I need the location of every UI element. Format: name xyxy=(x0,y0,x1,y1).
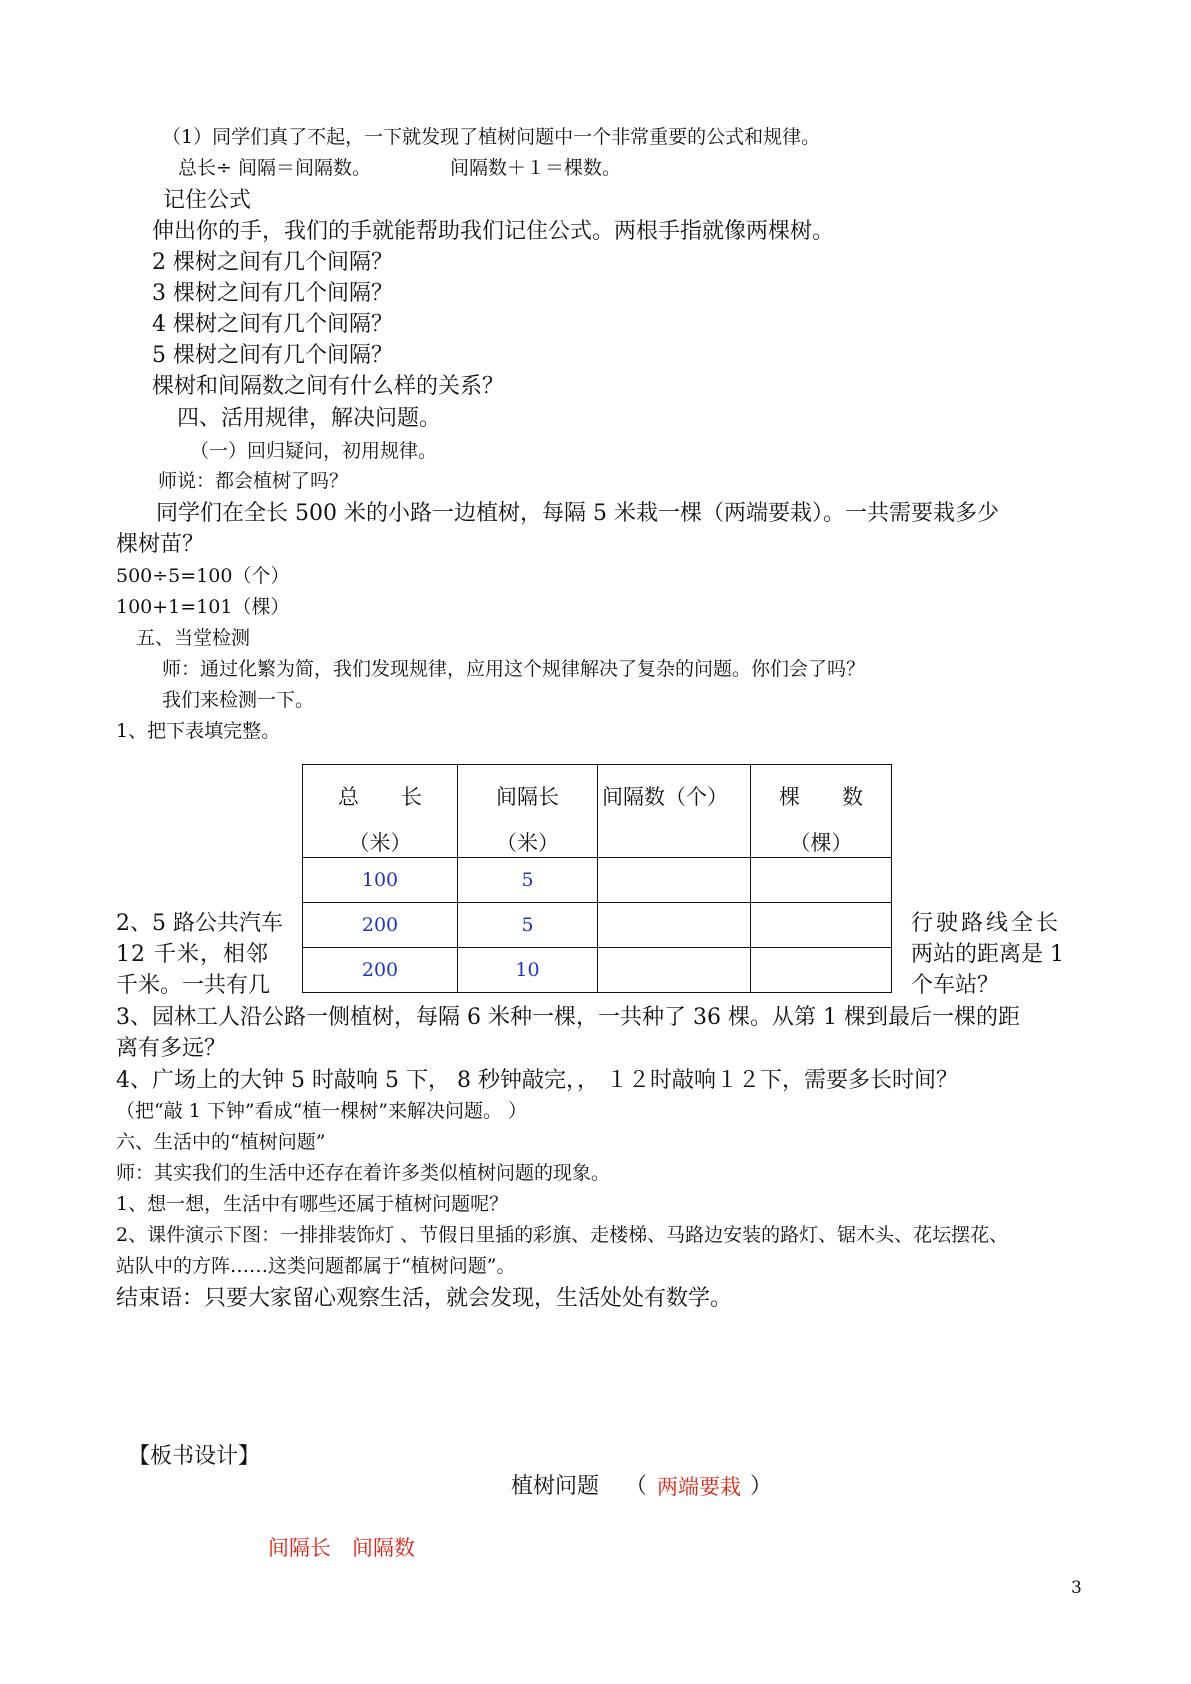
question-2-trees: 2 棵树之间有几个间隔？ xyxy=(152,250,393,275)
cell-interval-length: 10 xyxy=(458,948,598,993)
header-unit: （棵） xyxy=(789,831,853,855)
header-label: 总 长 xyxy=(338,785,422,809)
cell-tree-count-blank[interactable] xyxy=(751,903,892,948)
table-row xyxy=(303,903,892,948)
section-5-heading: 五、当堂检测 xyxy=(136,627,251,649)
cell-total-length: 200 xyxy=(303,948,458,993)
cell-total-length: 200 xyxy=(303,903,458,948)
table-row xyxy=(303,948,892,993)
formula-interval-count: 总长÷ 间隔＝间隔数。 xyxy=(178,157,371,179)
header-label: 间隔数（个） xyxy=(602,785,728,809)
table-header-row xyxy=(303,765,892,858)
cell-interval-count-blank[interactable] xyxy=(598,858,751,903)
task-2-right-line-1: 行驶路线全长 xyxy=(911,911,1062,936)
board-topic: 植树问题 xyxy=(511,1474,600,1499)
cell-tree-count-blank[interactable] xyxy=(751,948,892,993)
remember-title: 记住公式 xyxy=(163,188,252,213)
question-3-trees: 3 棵树之间有几个间隔？ xyxy=(152,281,393,306)
section-6-heading: 六、生活中的“植树问题” xyxy=(116,1131,326,1153)
teacher-line-1: 师说：都会植树了吗？ xyxy=(158,470,349,492)
relation-question: 棵树和间隔数之间有什么样的关系？ xyxy=(152,374,505,399)
section-4-heading: 四、活用规律，解决问题。 xyxy=(177,406,442,431)
board-interval-labels: 间隔长 间隔数 xyxy=(268,1536,415,1560)
table-header-interval-count xyxy=(598,765,751,858)
task-4: 4、广场上的大钟 5 时敲响 5 下， 8 秒钟敲完，， １２时敲响１２下，需要多长时间？ xyxy=(116,1068,958,1093)
conclusion: 结束语：只要大家留心观察生活，就会发现，生活处处有数学。 xyxy=(116,1286,733,1311)
cell-interval-count-blank[interactable] xyxy=(598,948,751,993)
task-2-right-line-3: 个车站？ xyxy=(911,973,1000,998)
subsection-1-heading: （一）回归疑问，初用规律。 xyxy=(190,440,438,462)
fill-in-table xyxy=(302,764,892,993)
cell-total-length: 100 xyxy=(303,858,458,903)
table-header-total-length xyxy=(303,765,458,858)
remember-text: 伸出你的手，我们的手就能帮助我们记住公式。两根手指就像两棵树。 xyxy=(152,219,835,244)
task-4-hint: （把“敲 1 下钟”看成“植一棵树”来解决问题。 ） xyxy=(116,1100,528,1122)
question-5-trees: 5 棵树之间有几个间隔？ xyxy=(152,343,393,368)
teacher-line-3: 我们来检测一下。 xyxy=(162,689,315,711)
header-label: 间隔长 xyxy=(496,785,559,809)
demo-line-1: 2、课件演示下图：一排排装饰灯 、节假日里插的彩旗、走楼梯、马路边安装的路灯、锯木头、花坛摆花、 xyxy=(116,1224,1009,1246)
question-4-trees: 4 棵树之间有几个间隔？ xyxy=(152,312,393,337)
task-3-line-2: 离有多远？ xyxy=(116,1036,227,1061)
board-bracket-close: ） xyxy=(750,1474,773,1499)
problem-text-line-1: 同学们在全长 500 米的小路一边植树，每隔 5 米栽一棵（两端要栽）。一共需要栽多少 xyxy=(156,501,999,526)
think-question: 1、想一想，生活中有哪些还属于植树问题呢？ xyxy=(116,1193,509,1215)
cell-interval-length: 5 xyxy=(458,903,598,948)
header-unit: （米） xyxy=(348,831,412,855)
page-number: 3 xyxy=(1071,1578,1082,1598)
calculation-1: 500÷5=100（个） xyxy=(116,565,290,587)
task-3-line-1: 3、园林工人沿公路一侧植树，每隔 6 米种一棵，一共种了 36 棵。从第 1 棵到最后一棵的距 xyxy=(116,1005,1020,1030)
formula-tree-count: 间隔数＋１＝棵数。 xyxy=(450,157,622,179)
board-bracket-open: （ xyxy=(625,1474,648,1499)
task-2-left-line-1: 2、5 路公共汽车 xyxy=(116,911,283,936)
task-1: 1、把下表填完整。 xyxy=(116,720,281,742)
paragraph-formula-discovery: （1）同学们真了不起，一下就发现了植树问题中一个非常重要的公式和规律。 xyxy=(162,126,821,148)
teacher-line-2: 师：通过化繁为简，我们发现规律，应用这个规律解决了复杂的问题。你们会了吗？ xyxy=(162,658,866,680)
cell-tree-count-blank[interactable] xyxy=(751,858,892,903)
teacher-line-4: 师：其实我们的生活中还存在着许多类似植树问题的现象。 xyxy=(116,1162,611,1184)
table-header-interval-length xyxy=(458,765,598,858)
header-label: 棵 数 xyxy=(779,785,863,809)
task-2-left-line-2: 12 千米，相邻 xyxy=(116,942,269,967)
board-both-ends-planted: 两端要栽 xyxy=(657,1475,741,1499)
problem-text-line-2: 棵树苗？ xyxy=(116,532,205,557)
cell-interval-length: 5 xyxy=(458,858,598,903)
demo-line-2: 站队中的方阵……这类问题都属于“植树问题”。 xyxy=(116,1255,516,1277)
cell-interval-count-blank[interactable] xyxy=(598,903,751,948)
board-design-title: 【板书设计】 xyxy=(128,1444,261,1469)
calculation-2: 100+1=101（棵） xyxy=(116,596,290,618)
header-unit: （米） xyxy=(496,831,559,855)
table-header-tree-count xyxy=(751,765,892,858)
task-2-right-line-2: 两站的距离是 1 xyxy=(911,942,1064,967)
table-row xyxy=(303,858,892,903)
task-2-left-line-3: 千米。一共有几 xyxy=(116,973,271,998)
